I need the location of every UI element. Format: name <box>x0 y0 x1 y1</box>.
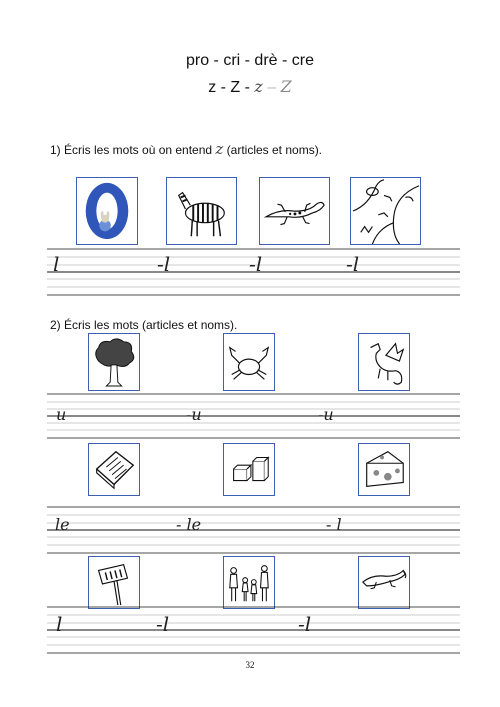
exercise-2-instruction: 2) Écris les mots (articles et noms). <box>50 318 238 332</box>
title-letters <box>0 78 500 97</box>
ex1-prefix-1: l <box>53 252 60 276</box>
letter-cursive-lower: z <box>254 77 263 96</box>
family-icon <box>224 557 274 608</box>
title-syllables: pro - cri - drè - cre <box>185 52 314 69</box>
zebra-icon <box>167 178 236 244</box>
exercise-1-text: 1) Écris les mots où on entend <box>50 143 216 157</box>
ex2-row1-prefix-1: u <box>56 405 67 424</box>
crab-icon <box>224 334 274 390</box>
ex1-prefix-3: -l <box>249 252 263 276</box>
book-icon <box>89 444 139 495</box>
lizard-icon <box>260 178 329 244</box>
crocodile-icon <box>359 557 409 608</box>
exercise-1-cursive-letter: z <box>215 140 224 158</box>
picture-crab <box>223 333 275 391</box>
picture-family <box>223 556 275 609</box>
ex2-row1-prefix-2: -u <box>186 405 202 424</box>
picture-zoo-map <box>350 177 421 245</box>
ex2-row2-prefix-3: - l <box>326 515 342 534</box>
letter-cursive-upper: Z <box>280 77 292 96</box>
ex2-row2-prefix-1: le <box>55 515 70 534</box>
exercise-1-text-end: (articles et noms). <box>223 143 323 157</box>
picture-cheese <box>358 443 410 496</box>
picture-tree <box>88 333 140 391</box>
page-number: 32 <box>245 660 255 670</box>
writing-lines-ex2-row3[interactable] <box>47 605 460 655</box>
cubes-icon <box>224 444 274 495</box>
cheese-icon <box>359 444 409 495</box>
ex1-prefix-2: -l <box>157 252 171 276</box>
dragon-icon <box>359 334 409 390</box>
letters-print: z - Z - <box>208 79 255 96</box>
picture-signpost <box>88 556 140 609</box>
ex2-row2-prefix-2: - le <box>176 515 202 534</box>
picture-crocodile <box>358 556 410 609</box>
writing-lines-ex2-row2[interactable] <box>47 505 460 555</box>
ex2-row3-prefix-3: -l <box>298 612 312 636</box>
writing-lines-ex2-row1[interactable] <box>47 392 460 440</box>
tree-icon <box>89 334 139 390</box>
ex2-row1-prefix-3: -u <box>318 405 334 424</box>
exercise-1-instruction <box>50 142 322 157</box>
letter-separator: – <box>262 79 281 96</box>
picture-cubes <box>223 443 275 496</box>
picture-dragon <box>358 333 410 391</box>
ex2-row3-prefix-2: -l <box>156 612 170 636</box>
zoo-map-icon <box>351 178 420 244</box>
picture-zero-digit <box>76 177 138 245</box>
signpost-icon <box>89 557 139 608</box>
ex1-prefix-4: -l <box>346 252 360 276</box>
picture-book <box>88 443 140 496</box>
zero-digit-icon <box>77 178 137 244</box>
picture-zebra <box>166 177 237 245</box>
ex2-row3-prefix-1: l <box>56 612 63 636</box>
picture-lizard <box>259 177 330 245</box>
